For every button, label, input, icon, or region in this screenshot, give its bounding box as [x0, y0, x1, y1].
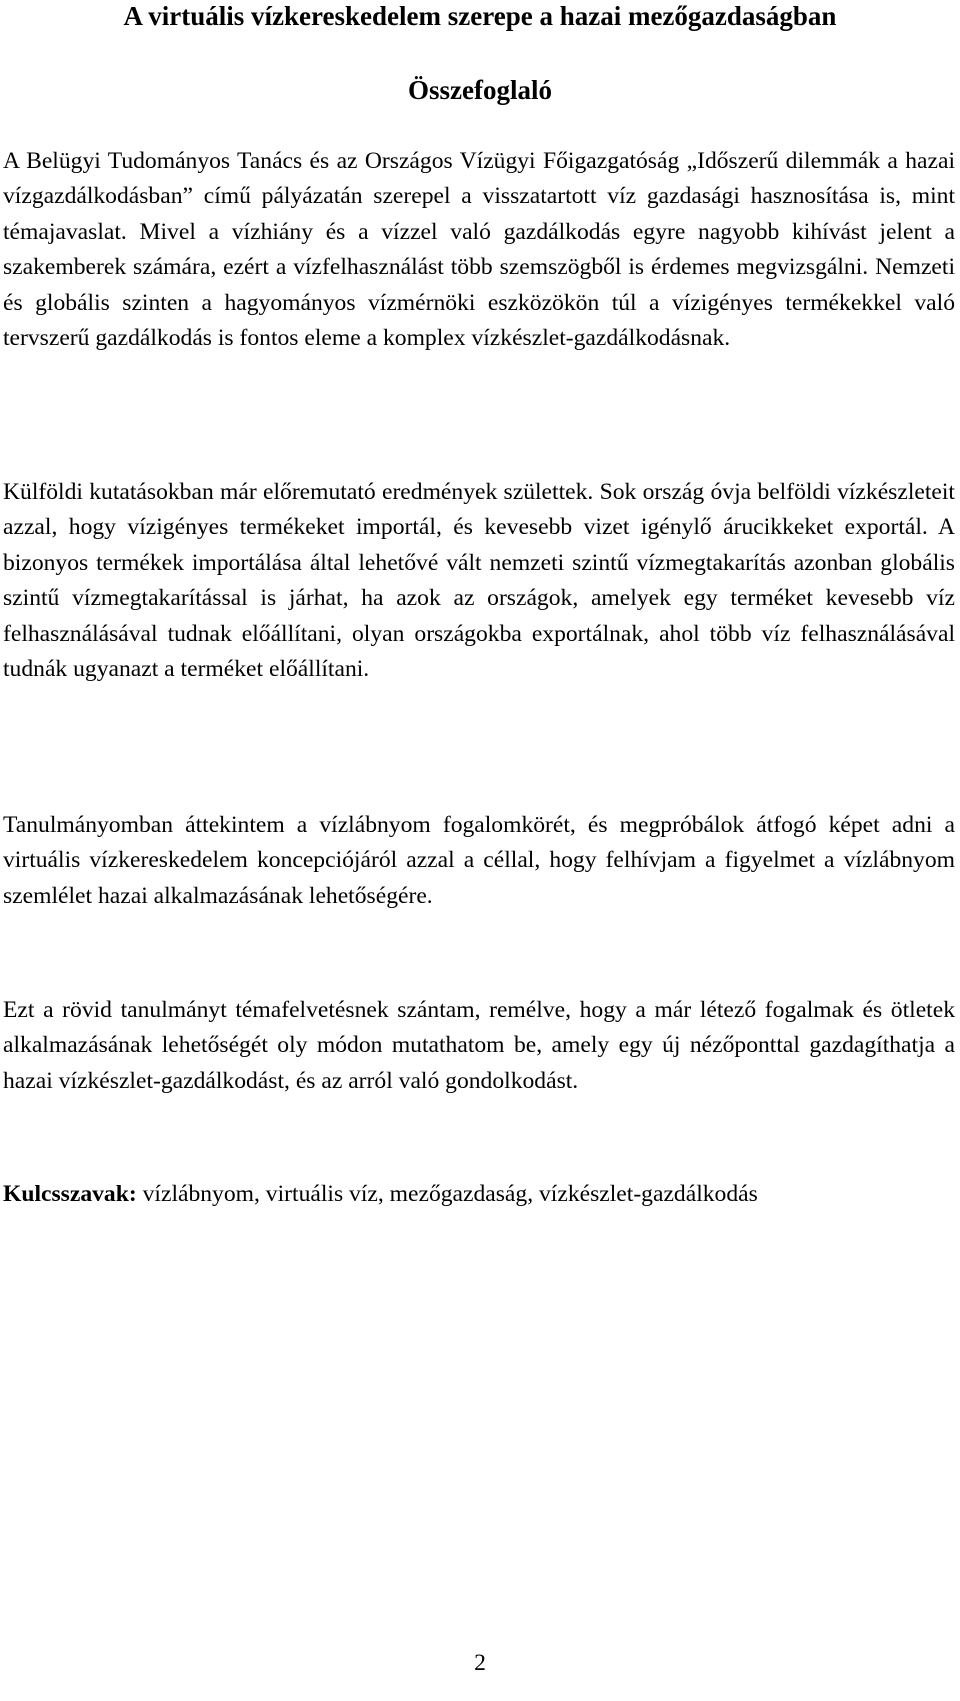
paragraph-2: Külföldi kutatásokban már előremutató eredmények születtek. Sok ország óvja belföldi vízkészleteit azzal, hogy vízigényes termékeket importál, és kevesebb vizet igénylő árucikkeket exportál. A bizonyos termékek importálása által lehetővé vált nemzeti szintű vízmegtakarítás azonban globális szintű vízmegtakarítással is járhat, ha azok az országok, amelyek egy terméket kevesebb víz felhasználásával tudnak előállítani, olyan országokba exportálnak, ahol több víz felhasználásával tudnák ugyanazt a terméket előállítani.	[3, 479, 955, 683]
paragraph-4: Ezt a rövid tanulmányt témafelvetésnek szántam, remélve, hogy a már létező fogalmak és ötletek alkalmazásának lehetőségét oly módon mutathatom be, amely egy új nézőponttal gazdagíthatja a hazai vízkészlet-gazdálkodást, és az arról való gondolkodást.	[3, 997, 955, 1094]
section-heading-summary: Összefoglaló	[408, 75, 552, 105]
document-title: A virtuális vízkereskedelem szerepe a hazai mezőgazdaságban	[123, 1, 837, 31]
page-number: 2	[474, 1650, 486, 1676]
paragraph-3: Tanulmányomban áttekintem a vízlábnyom fogalomkörét, és megpróbálok átfogó képet adni a virtuális vízkereskedelem koncepciójáról azzal a céllal, hogy felhívjam a figyelmet a vízlábnyom szemlélet hazai alkalmazásának lehetőségére.	[3, 812, 955, 909]
paragraph-1: A Belügyi Tudományos Tanács és az Országos Vízügyi Főigazgatóság „Időszerű dilemmák a hazai vízgazdálkodásban” című pályázatán szerepel a visszatartott víz gazdasági hasznosítása is, mint témajavaslat. Mivel a vízhiány és a vízzel való gazdálkodás egyre nagyobb kihívást jelent a szakemberek számára, ezért a vízfelhasználást több szemszögből is érdemes megvizsgálni. Nemzeti és globális szinten a hagyományos vízmérnöki eszközökön túl a vízigényes termékekkel való tervszerű gazdálkodás is fontos eleme a komplex vízkészlet-gazdálkodásnak.	[3, 148, 955, 352]
keywords-text: vízlábnyom, virtuális víz, mezőgazdaság, vízkészlet-gazdálkodás	[136, 1181, 758, 1207]
keywords-label: Kulcsszavak:	[3, 1181, 137, 1207]
keywords-line	[3, 1177, 955, 1212]
